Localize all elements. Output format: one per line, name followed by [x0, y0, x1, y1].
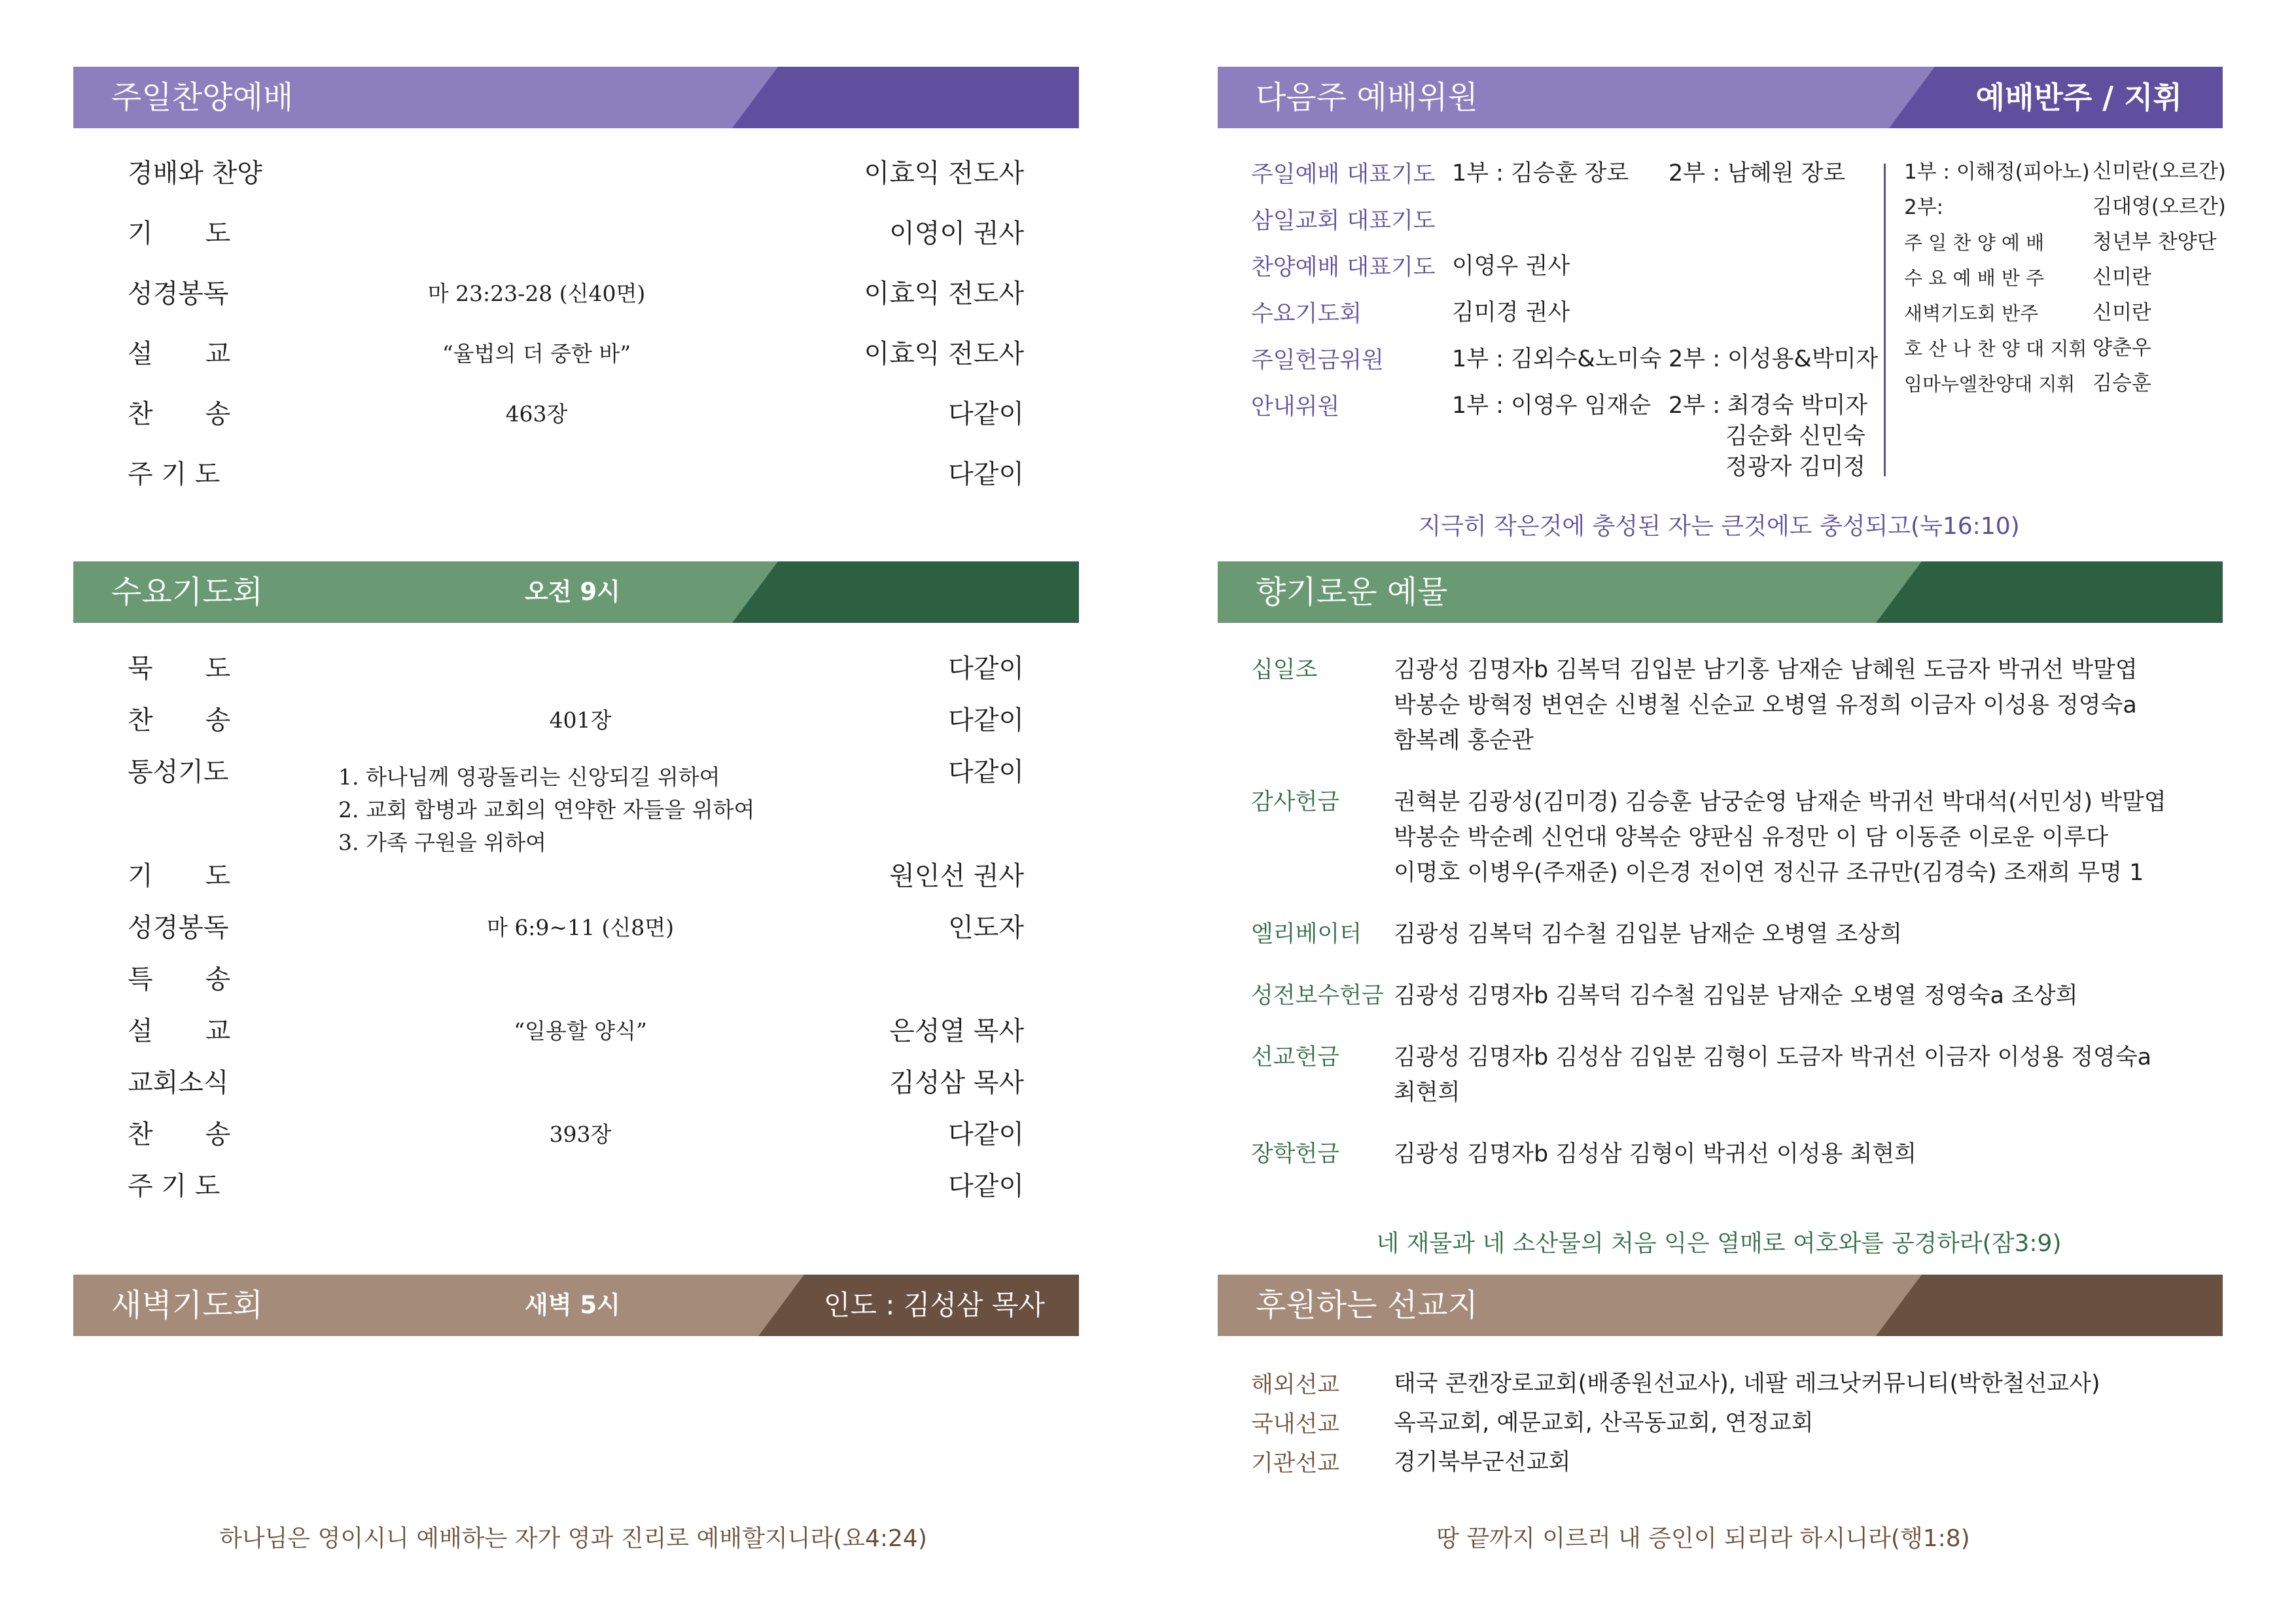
committee-value: 정광자 김미정 [1725, 454, 1865, 480]
offerings-header-bar [1218, 561, 2223, 623]
mission-value: 태국 콘캔장로교회(배종원선교사), 네팔 레크낫커뮤니티(박한철선교사) [1394, 1371, 2100, 1397]
committee-value: 1부 : 이영우 임재순 [1452, 393, 1651, 419]
committee-label: 안내위원 [1251, 394, 1340, 420]
order-label: 찬 송 [128, 399, 231, 429]
offerings-verse: 네 재물과 네 소산물의 처음 익은 열매로 여호와를 공경하라(잠3:9) [1376, 1230, 2062, 1257]
offering-name-line: 김광성 김명자b 김성삼 김형이 박귀선 이성용 최현희 [1394, 1141, 1916, 1167]
order-label: 찬 송 [128, 1120, 231, 1150]
next-week-committee [1251, 157, 1905, 497]
order-leader: 원인선 권사 [889, 861, 1024, 891]
order-label: 통성기도 [128, 757, 229, 787]
accompaniment-name: 신미란(오르간) [2093, 160, 2226, 183]
accompaniment-name: 양춘우 [2093, 336, 2151, 360]
committee-label: 삼일교회 대표기도 [1251, 208, 1436, 234]
committee-label: 주일예배 대표기도 [1251, 162, 1436, 188]
mission-row [1251, 1407, 1814, 1441]
order-leader: 다같이 [948, 705, 1024, 735]
order-leader: 다같이 [948, 1120, 1024, 1150]
order-leader: 이효익 전도사 [864, 158, 1024, 188]
accompaniment-row [1904, 228, 2217, 257]
order-leader: 다같이 [948, 459, 1024, 489]
next-week-verse: 지극히 작은것에 충성된 자는 큰것에도 충성되고(눅16:10) [1418, 513, 2020, 540]
offerings-title: 향기로운 예물 [1256, 574, 1448, 610]
accompaniment-list [1904, 157, 2226, 406]
order-leader: 다같이 [948, 757, 1024, 787]
accompaniment-name: 김대영(오르간) [2093, 195, 2226, 219]
missions-header-bar [1218, 1275, 2223, 1336]
committee-value: 1부 : 김승훈 장로 [1452, 160, 1629, 186]
wednesday-time: 오전 9시 [525, 578, 620, 606]
accompaniment-role: 새벽기도회 반주 [1904, 302, 2039, 325]
offering-names [1394, 917, 1902, 952]
order-detail: 마 6:9~11 (신8면) [486, 915, 675, 940]
committee-value: 2부 : 이성용&박미자 [1669, 346, 1879, 372]
order-leader: 인도자 [948, 913, 1024, 943]
sunday-order [128, 157, 1024, 497]
offerings-list [1251, 652, 2213, 1176]
order-detail: 401장 [549, 707, 612, 733]
order-label: 경배와 찬양 [128, 158, 262, 188]
mission-label: 국내선교 [1251, 1411, 1340, 1438]
accompaniment-role: 수 요 예 배 반 주 [1904, 267, 2045, 289]
missions-list [1251, 1368, 2213, 1498]
accompaniment-title: 예배반주 / 지휘 [1975, 80, 2182, 115]
committee-value: 이영우 권사 [1452, 253, 1570, 279]
accompaniment-row [1904, 263, 2151, 292]
order-label: 주 기 도 [128, 459, 221, 489]
prayer-topic: 1. 하나님께 영광돌리는 신앙되길 위하여 [338, 764, 720, 790]
order-detail: 마 23:23-28 (신40면) [427, 281, 646, 306]
wednesday-header-bar [73, 561, 1079, 623]
offering-names [1394, 1137, 1916, 1172]
offering-name-line: 김광성 김복덕 김수철 김입분 남재순 오병열 조상희 [1394, 921, 1902, 947]
offering-label: 감사헌금 [1251, 789, 1340, 815]
committee-row [1251, 389, 1868, 423]
accompaniment-name: 신미란 [2093, 266, 2151, 289]
accompaniment-role: 주 일 찬 양 예 배 [1904, 232, 2045, 254]
accompaniment-row [1904, 298, 2151, 328]
offering-names [1394, 978, 2078, 1014]
offering-name-line: 함복례 홍순관 [1394, 728, 1534, 754]
next-week-title: 다음주 예배위원 [1256, 79, 1478, 116]
offering-row [1251, 1040, 2152, 1106]
order-leader: 김성삼 목사 [889, 1068, 1024, 1098]
missions-title: 후원하는 선교지 [1256, 1287, 1478, 1324]
wednesday-order [128, 652, 1024, 1215]
order-leader: 다같이 [948, 654, 1024, 684]
offering-name-line: 김광성 김명자b 김복덕 김입분 남기홍 남재순 남혜원 도금자 박귀선 박말엽 [1394, 657, 2138, 683]
committee-value: 1부 : 김외수&노미숙 [1452, 346, 1662, 372]
accompaniment-name: 김승훈 [2093, 372, 2151, 395]
order-label: 찬 송 [128, 705, 231, 735]
accompaniment-row [1904, 157, 2226, 186]
order-label: 주 기 도 [128, 1171, 221, 1201]
right-footer-verse: 땅 끝까지 이르러 내 증인이 되리라 하시니라(행1:8) [1436, 1525, 1970, 1552]
next-week-header-bar [1218, 67, 2223, 128]
order-label: 설 교 [128, 1016, 231, 1046]
wednesday-title: 수요기도회 [111, 574, 263, 610]
committee-value: 2부 : 최경숙 박미자 [1669, 393, 1868, 419]
accompaniment-row [1904, 334, 2151, 363]
accompaniment-divider [1884, 164, 1886, 476]
committee-row [1251, 250, 1570, 284]
committee-label: 주일헌금위원 [1251, 347, 1384, 374]
committee-row [1251, 203, 1436, 238]
offering-label: 십일조 [1251, 657, 1318, 683]
accompaniment-row [1904, 369, 2151, 398]
order-leader: 이효익 전도사 [864, 279, 1024, 309]
dawn-time: 새벽 5시 [525, 1291, 620, 1319]
committee-value: 2부 : 남혜원 장로 [1669, 160, 1846, 186]
order-leader: 이효익 전도사 [864, 339, 1024, 369]
order-leader: 이영이 권사 [889, 219, 1024, 249]
sunday-title: 주일찬양예배 [111, 79, 294, 116]
mission-row [1251, 1368, 2100, 1402]
offering-name-line: 최현희 [1394, 1080, 1460, 1106]
offering-label: 선교헌금 [1251, 1044, 1340, 1070]
accompaniment-role: 2부: [1904, 196, 1944, 219]
mission-row [1251, 1446, 1571, 1480]
offering-row [1251, 785, 2166, 886]
accompaniment-role: 호 산 나 찬 양 대 지휘 [1904, 338, 2087, 360]
order-label: 특 송 [128, 964, 231, 995]
offering-name-line: 박봉순 박순례 신언대 양복순 양판심 유정만 이 담 이동준 이로운 이루다 [1394, 824, 2108, 851]
mission-value: 옥곡교회, 예문교회, 산곡동교회, 연정교회 [1394, 1410, 1814, 1436]
order-detail: “일용할 양식” [514, 1018, 647, 1044]
offering-row [1251, 978, 2078, 1012]
mission-label: 기관선교 [1251, 1451, 1340, 1477]
accompaniment-name: 신미란 [2093, 301, 2151, 325]
offering-label: 장학헌금 [1251, 1141, 1340, 1167]
prayer-topic: 3. 가족 구원을 위하여 [338, 830, 546, 855]
offering-label: 성전보수헌금 [1251, 983, 1384, 1009]
order-label: 설 교 [128, 339, 231, 369]
order-label: 묵 도 [128, 654, 231, 684]
dawn-header-bar [73, 1275, 1079, 1336]
offering-names [1394, 1040, 2151, 1110]
offering-row [1251, 917, 1902, 951]
offering-label: 엘리베이터 [1251, 921, 1362, 947]
offering-row [1251, 1137, 1916, 1171]
offering-row [1251, 652, 2138, 754]
offering-name-line: 김광성 김명자b 김성삼 김입분 김형이 도금자 박귀선 이금자 이성용 정영숙a [1394, 1044, 2152, 1070]
committee-value: 김순화 신민숙 [1725, 423, 1865, 450]
order-label: 성경봉독 [128, 913, 229, 943]
accompaniment-row [1904, 192, 2226, 222]
order-leader: 다같이 [948, 1171, 1024, 1201]
dawn-leader: 인도 : 김성삼 목사 [823, 1289, 1045, 1321]
offering-name-line: 이명호 이병우(주재준) 이은경 전이연 정신규 조규만(김경숙) 조재희 무명 1 [1394, 860, 2144, 886]
prayer-topic: 2. 교회 합병과 교회의 연약한 자들을 위하여 [338, 797, 755, 822]
offering-name-line: 박봉순 방혁정 변연순 신병철 신순교 오병열 유정희 이금자 이성용 정영숙a [1394, 692, 2137, 718]
order-detail: 393장 [549, 1121, 612, 1147]
offering-name-line: 김광성 김명자b 김복덕 김수철 김입분 남재순 오병열 정영숙a 조상희 [1394, 983, 2078, 1009]
committee-label: 찬양예배 대표기도 [1251, 255, 1436, 281]
order-detail: 463장 [505, 401, 568, 427]
committee-row [1251, 157, 1846, 191]
order-leader: 다같이 [948, 399, 1024, 429]
mission-label: 해외선교 [1251, 1372, 1340, 1398]
mission-value: 경기북부군선교회 [1394, 1449, 1571, 1475]
accompaniment-name: 청년부 찬양단 [2093, 230, 2217, 254]
order-label: 성경봉독 [128, 279, 229, 309]
accompaniment-role: 임마누엘찬양대 지휘 [1904, 373, 2075, 395]
order-detail: “율법의 더 중한 바” [442, 341, 631, 366]
left-footer-verse: 하나님은 영이시니 예배하는 자가 영과 진리로 예배할지니라(요4:24) [219, 1525, 927, 1552]
order-label: 기 도 [128, 219, 231, 249]
offering-name-line: 권혁분 김광성(김미경) 김승훈 남궁순영 남재순 박귀선 박대석(서민성) 박말엽 [1394, 789, 2166, 815]
dawn-title: 새벽기도회 [111, 1287, 263, 1324]
committee-value: 김미경 권사 [1452, 300, 1570, 326]
committee-row [1251, 296, 1570, 330]
order-leader: 은성열 목사 [889, 1016, 1024, 1046]
order-label: 기 도 [128, 861, 231, 891]
order-label: 교회소식 [128, 1068, 229, 1098]
offering-names [1394, 785, 2166, 891]
committee-label: 수요기도회 [1251, 301, 1362, 327]
committee-row [1251, 343, 1879, 377]
offering-names [1394, 652, 2138, 758]
accompaniment-role: 1부 : 이해정(피아노) [1904, 160, 2090, 184]
sunday-header-bar [73, 67, 1079, 128]
prayer-topics [338, 761, 754, 859]
